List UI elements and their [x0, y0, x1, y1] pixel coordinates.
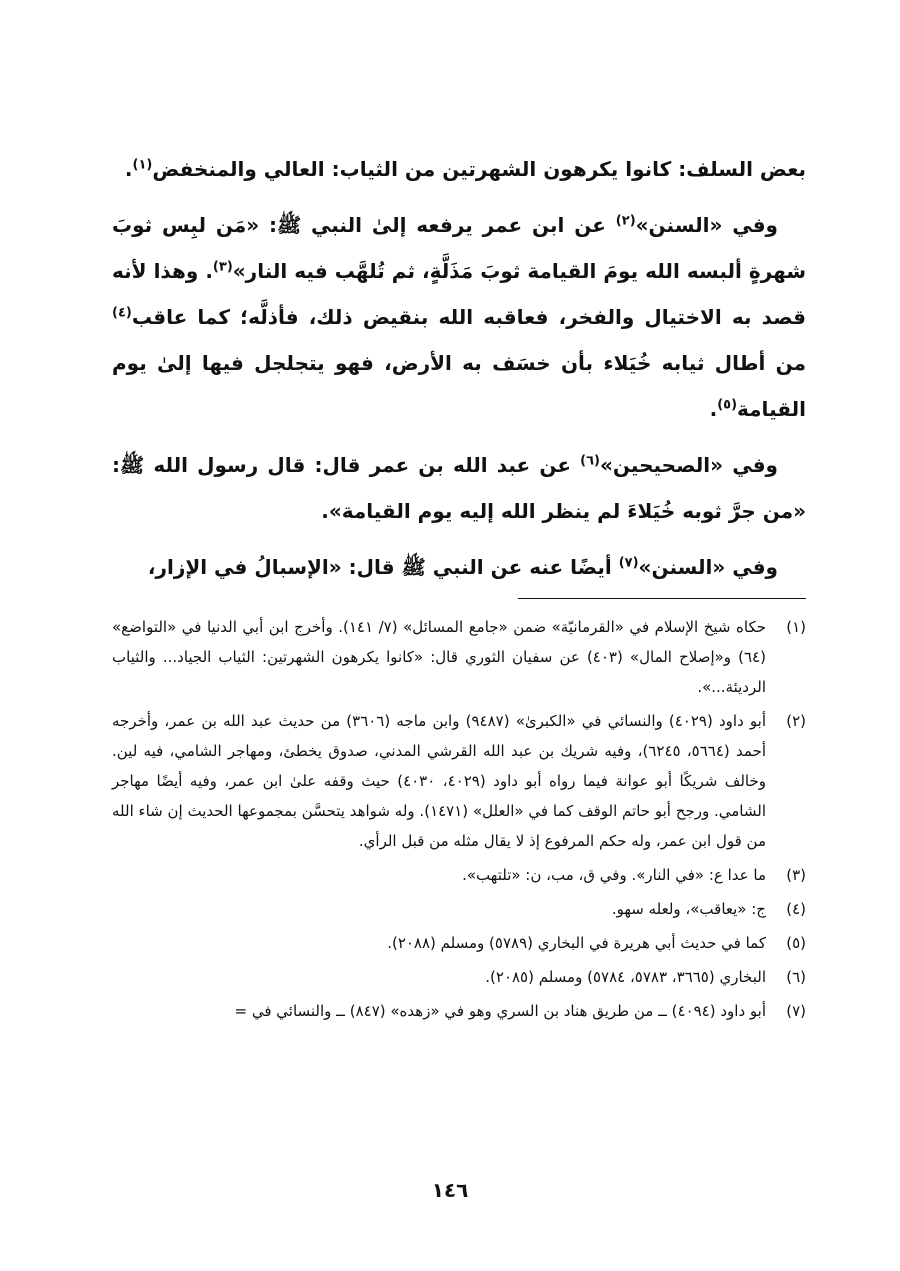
- paragraph-2-text-b: عن ابن عمر يرفعه إلىٰ النبي ﷺ: «مَن لبِس ثوبَ شهرةٍ ألبسه الله يومَ القيامة ثوبَ مَذَلَّةٍ، ثم تُلهَّب فيه النار»: [112, 213, 806, 283]
- paragraph-3-text-a: وفي «الصحيحين»: [600, 453, 778, 477]
- footnote-number: (٦): [786, 968, 806, 986]
- footnote-number: (٢): [786, 712, 806, 730]
- paragraph-1-text: بعض السلف: كانوا يكرهون الشهرتين من الثياب: العالي والمنخفض: [152, 157, 806, 181]
- paragraph-3-text-b: عن عبد الله بن عمر قال: قال رسول الله ﷺ: «من جرَّ ثوبه خُيَلاءَ لم ينظر الله إليه يوم القيامة».: [112, 453, 806, 523]
- footnote-3: [112, 860, 806, 890]
- footnote-ref-4: (٤): [112, 305, 132, 321]
- paragraph-2-text-d: من أطال ثيابه خُيَلاء بأن خسَف به الأرض، فهو يتجلجل فيها إلىٰ يوم القيامة: [112, 351, 806, 421]
- footnote-2: [112, 706, 806, 856]
- footnote-text: البخاري (٣٦٦٥، ٥٧٨٣، ٥٧٨٤) ومسلم (٢٠٨٥).: [485, 968, 766, 986]
- footnote-number: (١): [786, 618, 806, 636]
- footnote-6: [112, 962, 806, 992]
- footnote-ref-7: (٧): [618, 555, 639, 571]
- footnote-ref-5: (٥): [717, 397, 738, 413]
- paragraph-2-text-a: وفي «السنن»: [635, 213, 778, 237]
- paragraph-4-text-b: أيضًا عنه عن النبي ﷺ قال: «الإسبالُ في الإزار،: [147, 555, 619, 579]
- footnote-text: أبو داود (٤٠٢٩) والنسائي في «الكبرىٰ» (٩٤٨٧) وابن ماجه (٣٦٠٦) من حديث عبد الله بن عمر، وأخرجه أحمد (٥٦٦٤، ٦٢٤٥)، وفيه شريك بن عبد الله القرشي المدني، صدوق يخطئ، ومهاجر الشامي، فيه لين. وخالف شريكًا أبو عوانة فيما رواه أبو داود (٤٠٢٩، ٤٠٣٠) حيث وقفه علىٰ ابن عمر، وفيه أيضًا مهاجر الشامي. ورجح أبو حاتم الوقف كما في «العلل» (١٤٧١). وله شواهد يتحسَّن بمجموعها الحديث إن شاء الله من قول ابن عمر، وله حكم المرفوع إذ لا يقال مثله من قبل الرأي.: [112, 712, 767, 850]
- footnote-number: (٧): [786, 1002, 806, 1020]
- footnote-ref-1: (١): [132, 157, 153, 173]
- footnotes: [112, 612, 806, 1030]
- footnote-text: حكاه شيخ الإسلام في «القرمانيّة» ضمن «جامع المسائل» (٧/ ١٤١). وأخرج ابن أبي الدنيا في «التواضع» (٦٤) و«إصلاح المال» (٤٠٣) عن سفيان الثوري قال: «كانوا يكرهون الشهرتين: الثياب الجياد... والثياب الرديئة...».: [112, 618, 767, 696]
- paragraph-1: [112, 146, 806, 192]
- footnote-number: (٤): [786, 900, 806, 918]
- footnote-text: أبو داود (٤٠٩٤) ــ من طريق هناد بن السري وهو في «زهده» (٨٤٧) ــ والنسائي في =: [234, 1002, 766, 1020]
- footnote-1: [112, 612, 806, 702]
- footnote-ref-2: (٢): [615, 213, 636, 229]
- footnote-text: ما عدا ع: «في النار». وفي ق، مب، ن: «تلتهب».: [462, 866, 766, 884]
- footnote-7: [112, 996, 806, 1026]
- footnote-number: (٥): [786, 934, 806, 952]
- footnote-4: [112, 894, 806, 924]
- page-number: ١٤٦: [431, 1178, 469, 1202]
- footnote-number: (٣): [786, 866, 806, 884]
- footnote-text: ج: «يعاقب»، ولعله سهو.: [611, 900, 766, 918]
- paragraph-3: [112, 442, 806, 534]
- paragraph-2: [112, 202, 806, 432]
- paragraph-4-text-a: وفي «السنن»: [638, 555, 778, 579]
- paragraph-4: [112, 544, 806, 590]
- footnote-text: كما في حديث أبي هريرة في البخاري (٥٧٨٩) ومسلم (٢٠٨٨).: [387, 934, 766, 952]
- main-text: [112, 146, 806, 600]
- footnote-ref-3: (٣): [212, 259, 233, 275]
- paragraph-2-text-c: . وهذا لأنه قصد به الاختيال والفخر، فعاقبه الله بنقيض ذلك، فأذلَّه؛ كما عاقب: [112, 259, 806, 329]
- paragraph-1-end: .: [124, 157, 133, 181]
- footnote-5: [112, 928, 806, 958]
- footnote-separator: [518, 598, 806, 599]
- paragraph-2-text-e: .: [709, 397, 718, 421]
- footnote-ref-6: (٦): [580, 453, 600, 469]
